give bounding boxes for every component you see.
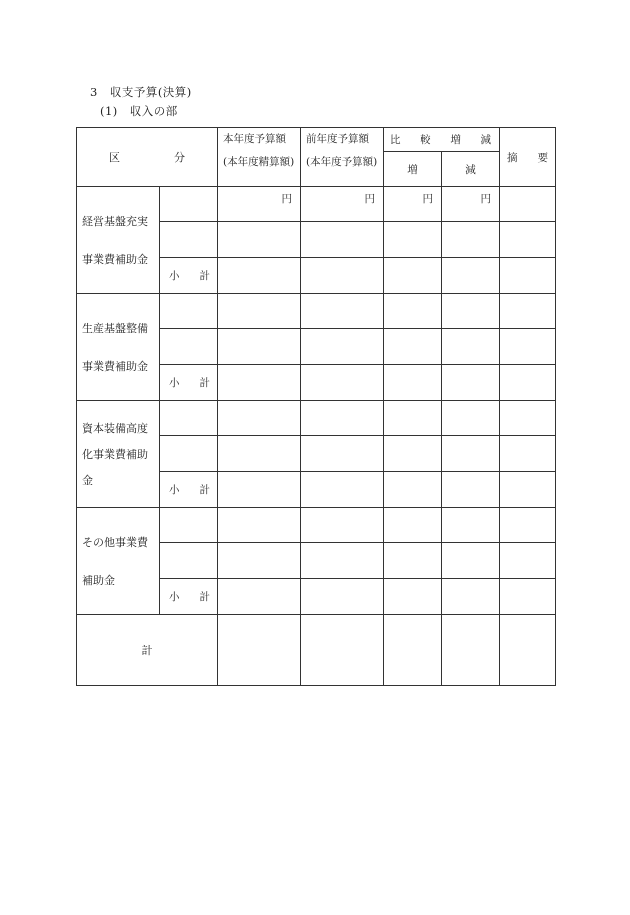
group-label-3: 資本装備高度 化事業費補助 金 [77, 401, 160, 508]
subsection-title: (1) 収入の部 [100, 104, 178, 118]
header-remarks: 摘要 [500, 128, 556, 187]
header-current-budget [218, 128, 301, 187]
header-increase: 増 [384, 152, 442, 187]
subtotal-label: 小計 [160, 365, 218, 401]
header-current-budget-main: 本年度予算額 [223, 133, 286, 145]
yen-unit: 円 [384, 187, 442, 222]
table-row [77, 508, 556, 543]
header-current-budget-sub: (本年度精算額) [223, 156, 295, 168]
subtotal-label: 小計 [160, 472, 218, 508]
header-prev-budget [301, 128, 384, 187]
remarks-cell[interactable] [500, 187, 556, 222]
subtotal-label: 小計 [160, 579, 218, 615]
yen-unit: 円 [218, 187, 301, 222]
yen-unit: 円 [301, 187, 384, 222]
subtotal-label: 小計 [160, 258, 218, 294]
header-comparison: 比較増減 [384, 128, 500, 152]
income-budget-table [76, 127, 556, 686]
group-label-1: 経営基盤充実 事業費補助金 [77, 187, 160, 294]
yen-unit: 円 [442, 187, 500, 222]
table-row [77, 187, 556, 222]
total-label: 計 [77, 615, 218, 686]
group-label-2: 生産基盤整備 事業費補助金 [77, 294, 160, 401]
header-kubun: 区 分 [77, 128, 218, 187]
table-row [77, 294, 556, 329]
total-row [77, 615, 556, 686]
section-title: 3 収支予算(決算) [90, 85, 192, 99]
table-row [77, 401, 556, 436]
header-prev-budget-sub: (本年度予算額) [306, 156, 378, 168]
header-prev-budget-main: 前年度予算額 [306, 133, 369, 145]
group-label-4: その他事業費 補助金 [77, 508, 160, 615]
item-cell[interactable] [160, 187, 218, 222]
header-decrease: 減 [442, 152, 500, 187]
